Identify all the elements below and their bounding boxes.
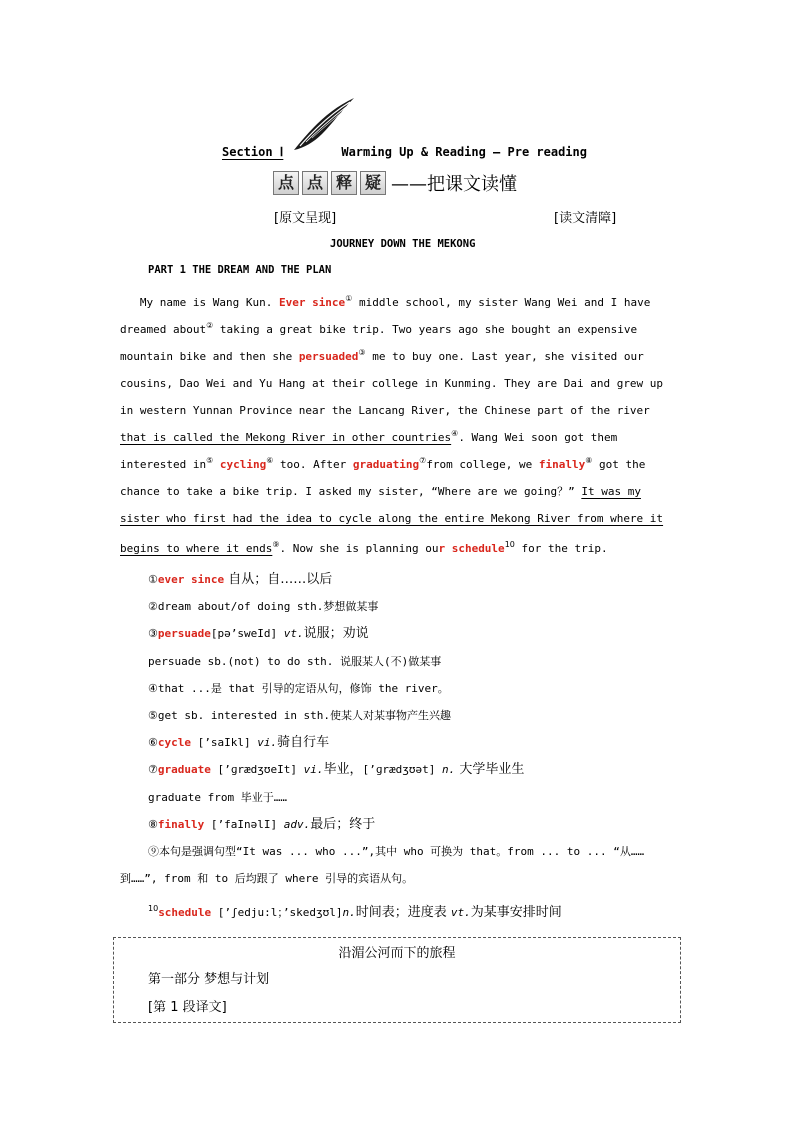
banner-char: 释 (331, 171, 357, 195)
note-7: ⑦graduate [’ɡrædʒʊeIt] vi.毕业，[’ɡrædʒʊət] n. 大学毕业生 (148, 762, 525, 777)
passage-line: interested in⑤ cycling⑥ too. After graduating⑦from college, we finally⑧ got the (120, 456, 646, 471)
passage-line: sister who first had the idea to cycle along the entire Mekong River from where it (120, 512, 664, 525)
section-heading (222, 145, 587, 159)
note-9: ⑨本句是强调句型“It was ... who ...”,其中 who 可换为 that。from ... to ... “从…… (148, 845, 645, 858)
note-8: ⑧finally [’faInəlI] adv.最后；终于 (148, 817, 376, 832)
passage-line: mountain bike and then she persuaded③ me to buy one. Last year, she visited our (120, 348, 644, 363)
note-6: ⑥cycle [’saIkl] vi.骑自行车 (148, 735, 330, 750)
note-10: $^{10}$schedule [’ʃedju:l；’skedʒʊl]n.时间表；进度表 vt.为某事安排时间 (148, 904, 562, 920)
passage-line: dreamed about② taking a great bike trip. Two years ago she bought an expensive (120, 321, 638, 336)
note-5: ⑤get sb. interested in sth.使某人对某事物产生兴趣 (148, 709, 452, 722)
passage-line: My name is Wang Kun. Ever since① middle school, my sister Wang Wei and I have (139, 294, 651, 309)
section-label: Section Ⅰ (222, 145, 284, 159)
passage-paragraph (120, 289, 690, 565)
note-4: ④that ...是 that 引导的定语从句，修饰 the river。 (148, 682, 449, 695)
passage-line: that is called the Mekong River in other countries④. Wang Wei soon got them (120, 429, 618, 444)
translation-part: 第一部分 梦想与计划 (148, 972, 270, 987)
banner (273, 170, 517, 196)
quill-logo (292, 96, 358, 152)
part-heading: PART 1 THE DREAM AND THE PLAN (148, 264, 332, 276)
translation-paragraph-label: [第 1 段译文] (148, 1000, 227, 1015)
section-title: Warming Up & Reading — Pre reading (341, 145, 587, 159)
passage-line: begins to where it ends⑨. Now she is planning our schedule$^{10}$ for the trip. (120, 540, 608, 555)
original-text-label: [原文呈现] (274, 211, 337, 226)
note-3b: persuade sb.(not) to do sth. 说服某人(不)做某事 (148, 655, 442, 668)
note-3: ③persuade[pə’sweId] vt.说服；劝说 (148, 626, 369, 641)
note-1: ①ever since 自从；自……以后 (148, 572, 333, 587)
passage-title: JOURNEY DOWN THE MEKONG (330, 238, 476, 250)
note-2: ②dream about/of doing sth.梦想做某事 (148, 600, 379, 613)
passage-line: cousins, Dao Wei and Yu Hang at their college in Kunming. They are Dai and grew up (120, 377, 664, 390)
note-9b: 到……”, from 和 to 后均跟了 where 引导的宾语从句。 (120, 872, 414, 885)
banner-char: 疑 (360, 171, 386, 195)
reading-aid-label: [读文清障] (554, 211, 617, 226)
banner-char: 点 (302, 171, 328, 195)
note-7b: graduate from 毕业于…… (148, 791, 287, 804)
passage-line: chance to take a bike trip. I asked my sister, “Where are we going？” It was my (120, 485, 641, 498)
translation-title: 沿湄公河而下的旅程 (338, 946, 456, 961)
banner-char: 点 (273, 171, 299, 195)
banner-subtitle: ——把课文读懂 (391, 174, 517, 195)
passage-line: in western Yunnan Province near the Lancang River, the Chinese part of the river (120, 404, 650, 417)
